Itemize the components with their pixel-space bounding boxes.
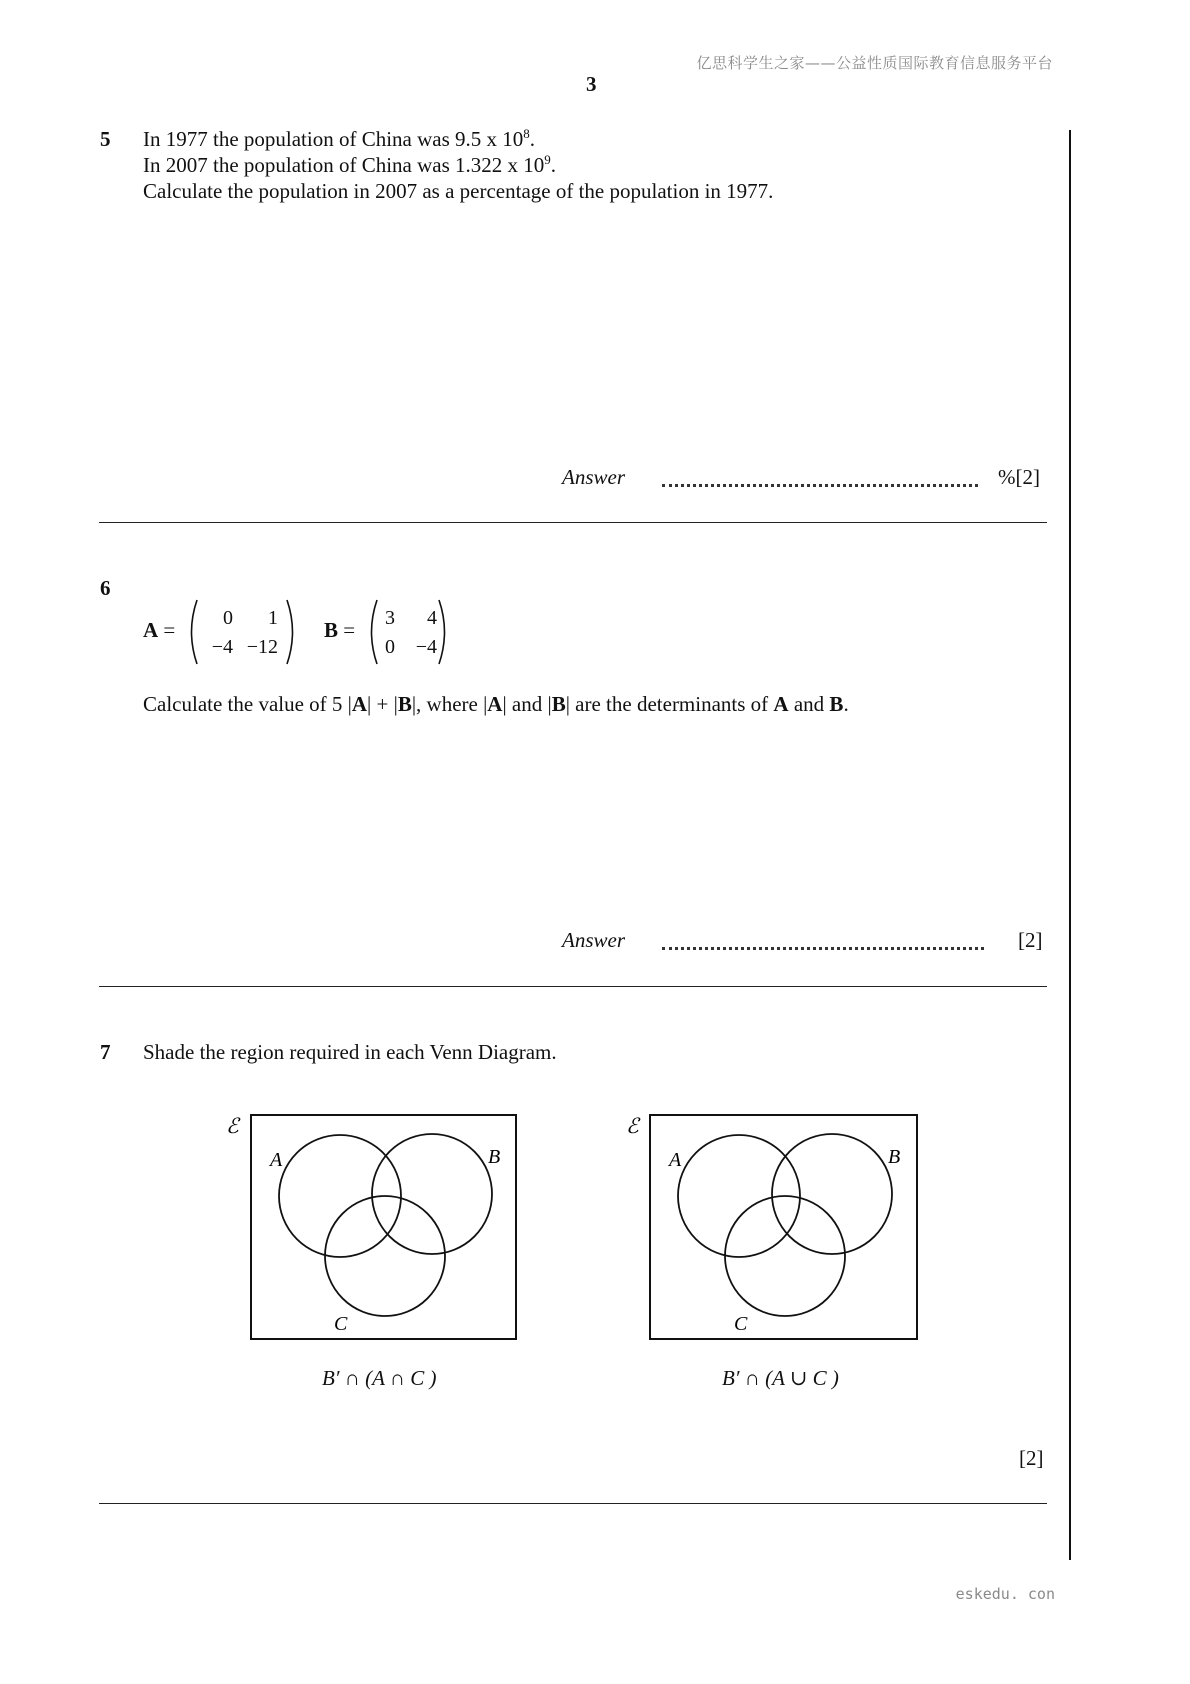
venn2-circle-b[interactable] bbox=[772, 1134, 892, 1254]
page-number: 3 bbox=[586, 72, 597, 96]
venn1-universal-symbol: ℰ bbox=[226, 1114, 239, 1138]
divider-q5 bbox=[99, 522, 1047, 523]
matrix-B-r2c2: −4 bbox=[415, 636, 437, 658]
q5-line1-exponent: 8 bbox=[523, 126, 530, 141]
header-watermark: 亿思科学生之家——公益性质国际教育信息服务平台 bbox=[696, 54, 1053, 72]
question-5-number: 5 bbox=[100, 127, 111, 151]
q5-line2-text: In 2007 the population of China was 1.322 x 10 bbox=[143, 153, 545, 177]
q5-answer-label: Answer bbox=[562, 465, 625, 489]
matrix-A-r2c2: −12 bbox=[246, 636, 278, 658]
q6-text-1: Calculate the value of 5 | bbox=[143, 692, 352, 716]
q6-text-2: | + | bbox=[367, 692, 398, 716]
venn1-circle-b[interactable] bbox=[372, 1134, 492, 1254]
matrix-B bbox=[365, 598, 451, 666]
matrix-A-equals: = bbox=[163, 618, 176, 642]
matrix-B-equals: = bbox=[343, 618, 356, 642]
venn1-label-c: C bbox=[334, 1313, 348, 1335]
matrix-A-letter: A bbox=[143, 618, 159, 642]
venn2-caption: B′ ∩ (A ∪ C ) bbox=[722, 1366, 839, 1390]
venn1-caption: B′ ∩ (A ∩ C ) bbox=[322, 1366, 437, 1390]
q6-answer-line[interactable] bbox=[662, 947, 984, 950]
q5-answer-line[interactable] bbox=[662, 484, 978, 487]
venn-diagram-2[interactable] bbox=[620, 1108, 930, 1348]
q6-answer-label: Answer bbox=[562, 928, 625, 952]
question-6-number: 6 bbox=[100, 576, 111, 600]
matrix-B-label bbox=[324, 618, 355, 643]
q6-text-4: | and | bbox=[502, 692, 552, 716]
q6-text-A2: A bbox=[487, 692, 503, 716]
question-5-line-2 bbox=[143, 153, 556, 178]
matrix-B-r2c1: 0 bbox=[385, 636, 395, 658]
question-6-text bbox=[143, 692, 849, 717]
venn2-label-c: C bbox=[734, 1313, 748, 1335]
venn-diagram-1[interactable] bbox=[220, 1108, 530, 1348]
matrix-definitions bbox=[143, 598, 473, 668]
q5-line2-end: . bbox=[550, 153, 557, 177]
matrix-B-r1c2: 4 bbox=[427, 607, 437, 629]
q6-text-7: . bbox=[843, 692, 849, 716]
matrix-A-r1c1: 0 bbox=[223, 607, 233, 629]
footer-watermark: eskedu. con bbox=[955, 1585, 1055, 1603]
matrix-A-r2c1: −4 bbox=[211, 636, 233, 658]
q7-marks: [2] bbox=[1019, 1446, 1044, 1470]
question-5-line-3: Calculate the population in 2007 as a percentage of the population in 1977. bbox=[143, 179, 774, 203]
venn2-label-a: A bbox=[669, 1149, 682, 1171]
venn1-universal-set bbox=[251, 1115, 516, 1339]
q5-line2-exponent: 9 bbox=[544, 152, 551, 167]
matrix-A-label bbox=[143, 618, 175, 643]
q6-text-B1: B bbox=[397, 692, 412, 716]
margin-rule bbox=[1069, 130, 1071, 1560]
q6-marks: [2] bbox=[1018, 928, 1043, 952]
q6-text-B3: B bbox=[829, 692, 844, 716]
venn1-label-a: A bbox=[270, 1149, 283, 1171]
q5-line1-text: In 1977 the population of China was 9.5 x 10 bbox=[143, 127, 524, 151]
matrix-B-r1c1: 3 bbox=[385, 607, 395, 629]
matrix-A-r1c2: 1 bbox=[268, 607, 278, 629]
q5-marks bbox=[998, 465, 1040, 490]
q6-text-A1: A bbox=[351, 692, 368, 716]
q5-line1-end: . bbox=[529, 127, 536, 151]
question-7-text: Shade the region required in each Venn Diagram. bbox=[143, 1040, 557, 1064]
question-5-line-1 bbox=[143, 127, 535, 152]
matrix-A-right-paren bbox=[285, 598, 299, 666]
venn1-circle-c[interactable] bbox=[325, 1196, 445, 1316]
q5-unit: % bbox=[998, 465, 1016, 489]
venn2-universal-symbol: ℰ bbox=[626, 1114, 639, 1138]
venn2-label-b: B bbox=[888, 1146, 901, 1168]
q6-text-5: | are the determinants of bbox=[565, 692, 774, 716]
divider-q7 bbox=[99, 1503, 1047, 1504]
question-7-number: 7 bbox=[100, 1040, 111, 1064]
q5-marks-value: [2] bbox=[1015, 465, 1040, 489]
matrix-B-right-paren bbox=[437, 598, 451, 666]
q6-text-B2: B bbox=[551, 692, 566, 716]
q6-text-3: |, where | bbox=[411, 692, 488, 716]
matrix-B-letter: B bbox=[324, 618, 339, 642]
q6-text-A3: A bbox=[773, 692, 789, 716]
venn2-universal-set bbox=[650, 1115, 917, 1339]
divider-q6 bbox=[99, 986, 1047, 987]
q6-text-6: and bbox=[788, 692, 830, 716]
matrix-A bbox=[185, 598, 299, 666]
venn1-label-b: B bbox=[488, 1146, 501, 1168]
